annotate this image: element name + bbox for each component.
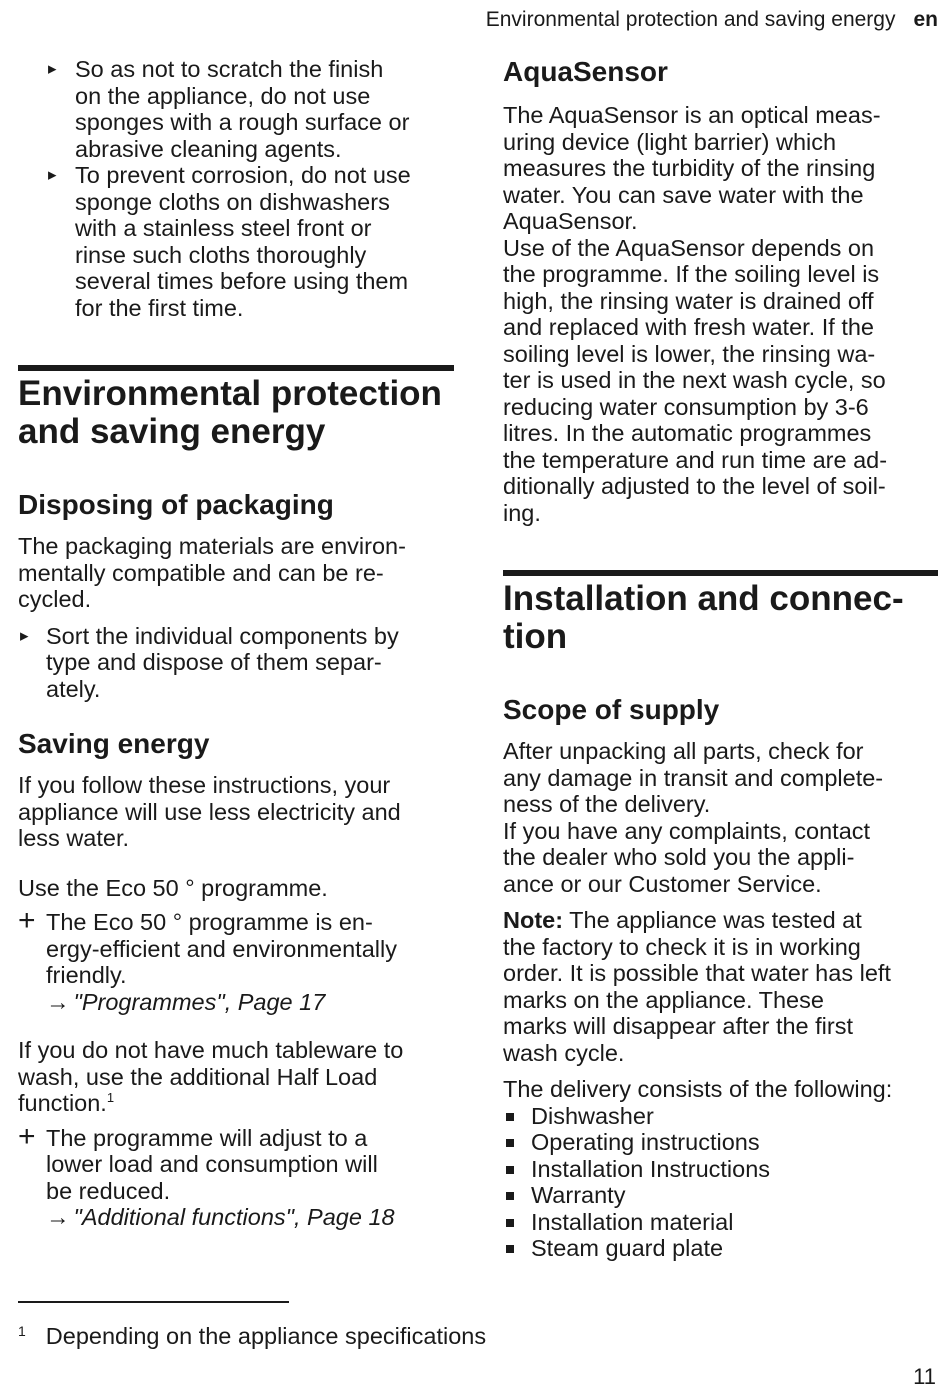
half-load-text: If you do not have much tableware to wash, use the additional Half Load function.$^1$ [18, 1037, 404, 1116]
list-item: Operating instructions [503, 1129, 938, 1156]
left-column [18, 56, 454, 1231]
header-section-title: Environmental protection and saving energy [485, 8, 896, 31]
additional-functions-cross-reference[interactable]: → "Additional functions", Page 18 [46, 1204, 395, 1230]
eco-advantage: + The Eco 50 ° programme is en- ergy-efficient and environmentally friendly. → "Programmes", Page 17 [18, 909, 454, 1015]
footnote-number: 1 [18, 1323, 26, 1339]
bullet-scratch: ▸ So as not to scratch the finish on the appliance, do not use sponges with a rough surface or abrasive cleaning agents. [18, 56, 454, 162]
supply-text-1: After unpacking all parts, check for any damage in transit and complete- ness of the delivery. [503, 738, 884, 817]
saving-intro: If you follow these instructions, your appliance will use less electricity and less water. [18, 772, 401, 851]
list-item: Installation material [503, 1209, 938, 1236]
language-code: en [913, 8, 938, 31]
env-heading: Environmental protection and saving energy [18, 374, 442, 451]
list-item: Warranty [503, 1182, 938, 1209]
footnote-divider [18, 1301, 289, 1303]
note-paragraph: Note: The appliance was tested at the factory to check it is in working order. It is possible that water has left marks on the appliance. These marks will disappear after the first wash cycle. [503, 907, 891, 1066]
list-item: Installation Instructions [503, 1156, 938, 1183]
eco-advantage-list [18, 909, 454, 1015]
right-column [503, 56, 938, 1262]
footnote [18, 1318, 486, 1350]
list-item: Dishwasher [503, 1103, 938, 1130]
packaging-text: The packaging materials are environ- mentally compatible and can be re- cycled. [18, 533, 406, 612]
bullet-sort-components: ▸ Sort the individual components by type and dispose of them separ- ately. [18, 623, 454, 703]
env-heading-block [18, 365, 454, 451]
aquasensor-text-2: Use of the AquaSensor depends on the programme. If the soiling level is high, the rinsing water is drained off and replaced with fresh water. If the soiling level is lower, the rinsing wa- ter is used in the next wash cycle, so reducing water consumption by 3-6 litres. In the automatic programmes the temperature and run time are ad- ditionally adjusted to the level of soil- ing. [503, 234, 888, 526]
packaging-heading: Disposing of packaging [18, 489, 334, 520]
running-header [486, 8, 938, 32]
scope-of-supply-heading: Scope of supply [503, 694, 720, 725]
arrow-right-icon: → [46, 1204, 70, 1230]
aquasensor-text-1: The AquaSensor is an optical meas- uring device (light barrier) which measures the turbidity of the rinsing water. You can save water with the AquaSensor. [503, 102, 881, 234]
delivery-items-list [503, 1103, 938, 1262]
programmes-cross-reference[interactable]: → "Programmes", Page 17 [46, 988, 326, 1015]
saving-energy-heading: Saving energy [18, 728, 210, 759]
installation-heading-block [503, 570, 938, 656]
page-number: 11 [913, 1364, 936, 1389]
supply-text-2: If you have any complaints, contact the dealer who sold you the appli- ance or our Customer Service. [503, 817, 871, 897]
half-load-advantage: + The programme will adjust to a lower load and consumption will be reduced. → "Additional functions", Page 18 [18, 1125, 454, 1231]
aquasensor-heading: AquaSensor [503, 56, 668, 87]
packaging-bullet-list [18, 623, 454, 703]
eco-programme-text: Use the Eco 50 ° programme. [18, 874, 328, 901]
list-item: Steam guard plate [503, 1235, 938, 1262]
installation-heading: Installation and connec- tion [503, 579, 904, 656]
delivery-intro: The delivery consists of the following: [503, 1076, 893, 1102]
footnote-marker: 1 [106, 1090, 115, 1105]
footnote-text: Depending on the appliance specifications [45, 1323, 487, 1349]
intro-bullet-list [18, 56, 454, 321]
bullet-corrosion: ▸ To prevent corrosion, do not use sponge cloths on dishwashers with a stainless steel front or rinse such cloths thoroughly several times before using them for the first time. [18, 162, 454, 321]
note-label: Note: [503, 907, 564, 933]
arrow-right-icon: → [46, 988, 70, 1015]
half-load-advantage-list [18, 1125, 454, 1231]
